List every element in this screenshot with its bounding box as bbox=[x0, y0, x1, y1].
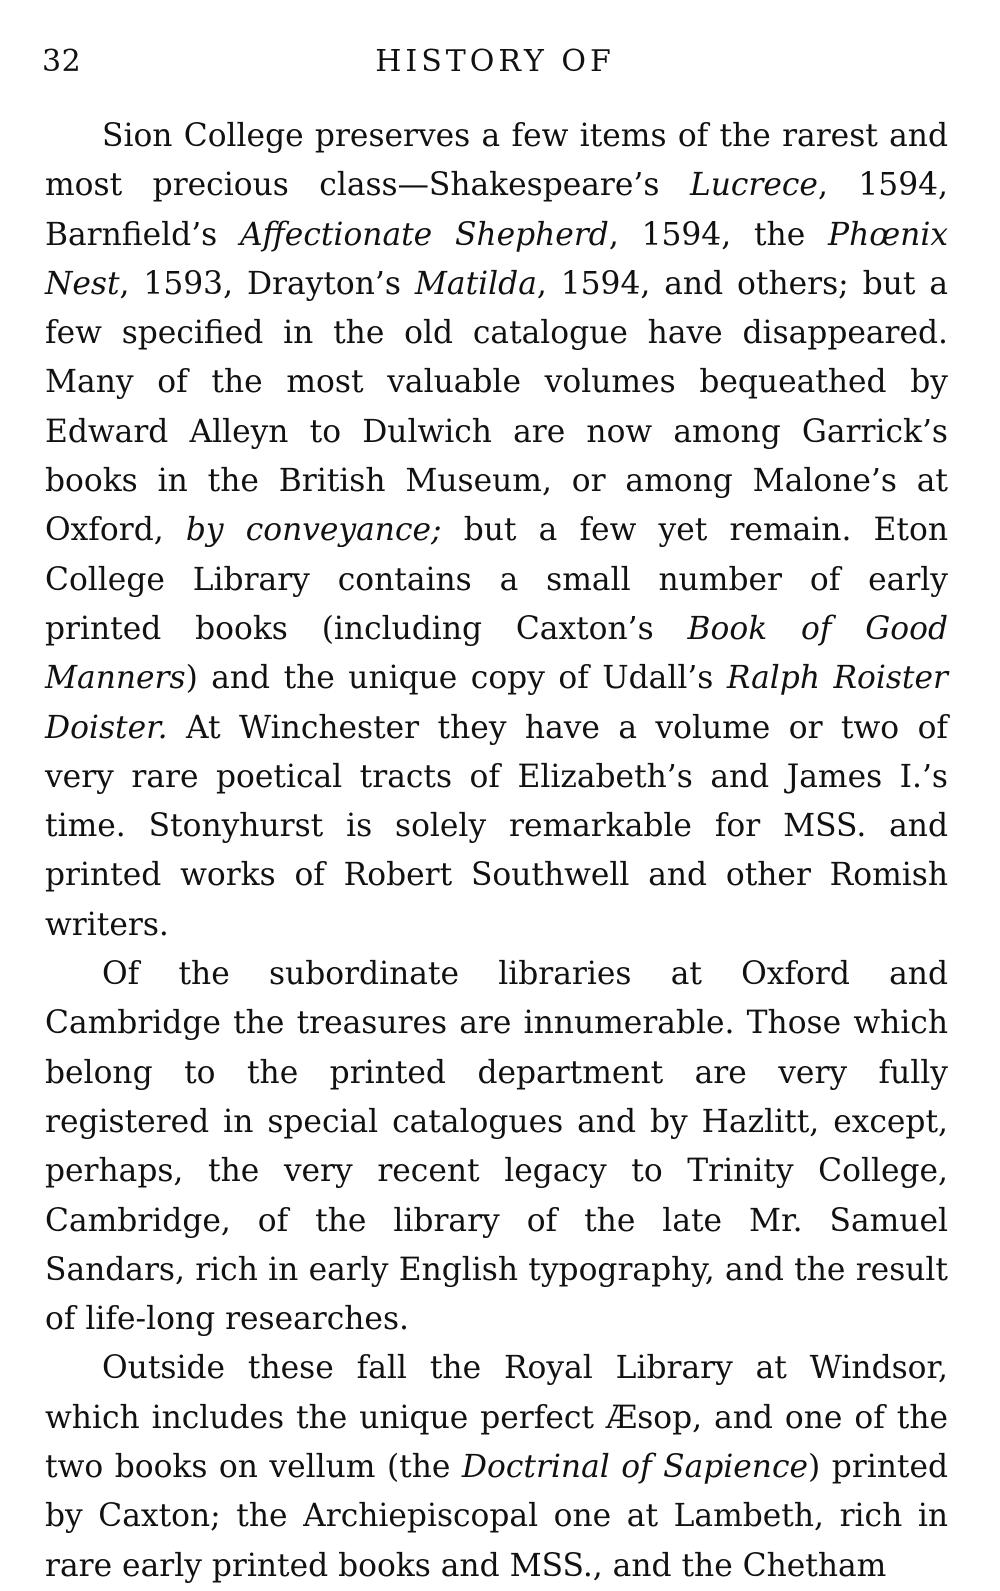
italic-title-affectionate-shepherd: Affectionate Shepherd bbox=[240, 216, 609, 253]
italic-title-phoenix-nest: Phœnix Nest bbox=[45, 216, 948, 302]
text-span: , 1594, Barnfield’s bbox=[45, 167, 948, 253]
italic-title-lucrece: Lucrece bbox=[689, 167, 818, 204]
italic-phrase-by-conveyance: by conveyance; bbox=[185, 512, 442, 549]
text-span: ) printed by Caxton; the Archiepiscopal one at Lambeth, rich in rare early printed books and MSS., and the Chetham bbox=[45, 1449, 949, 1584]
text-span: Outside these fall the Royal Library at Windsor, which includes the unique perfect Æsop, and one of the two books on vellum (the bbox=[45, 1350, 948, 1486]
running-head bbox=[42, 44, 948, 88]
italic-title-book-of-good-manners: Book of Good Manners bbox=[45, 610, 948, 697]
body-text bbox=[45, 112, 948, 1591]
text-span: but a few yet remain. Eton College Library contains a small number of early printed books (including Caxton’s bbox=[45, 512, 948, 647]
paragraph-windsor-lambeth bbox=[45, 1344, 948, 1590]
text-span: Of the subordinate libraries at Oxford and Cambridge the treasures are innumerable. Those which belong to the printed department are very fully registered in special catalogues and by Hazlitt, except, perhaps, the very recent legacy to Trinity College, Cambridge, of the library of the late Mr. Samuel Sandars, rich in early English typography, and the result of life-long researches. bbox=[45, 956, 948, 1338]
italic-title-ralph-roister-doister: Ralph Roister Doister. bbox=[45, 660, 948, 746]
text-span: ) and the unique copy of Udall’s bbox=[185, 660, 727, 697]
italic-title-doctrinal-of-sapience: Doctrinal of Sapience bbox=[461, 1449, 809, 1486]
text-span: Sion College preserves a few items of the rarest and most precious class—Shakespeare’s bbox=[45, 118, 948, 204]
text-span: At Winchester they have a volume or two of very rare poetical tracts of Elizabeth’s and James I.’s time. Stonyhurst is solely remarkable for MSS. and printed works of Robert Southwell and other Romish writers. bbox=[45, 709, 948, 943]
text-span: , 1594, and others; but a few specified in the old catalogue have disappeared. Many of the most valuable volumes bequeathed by Edward Alleyn to Dulwich are now among Garrick’s books in the British Museum, or among Malone’s at Oxford, bbox=[45, 265, 948, 549]
paragraph-oxford-cambridge bbox=[45, 950, 948, 1344]
italic-title-matilda: Matilda bbox=[414, 265, 537, 302]
page-number: 32 bbox=[42, 44, 82, 79]
text-span: , 1593, Drayton’s bbox=[119, 265, 415, 302]
text-span: , 1594, the bbox=[608, 216, 829, 253]
running-title: HISTORY OF bbox=[375, 44, 615, 79]
paragraph-libraries-special bbox=[45, 112, 948, 950]
